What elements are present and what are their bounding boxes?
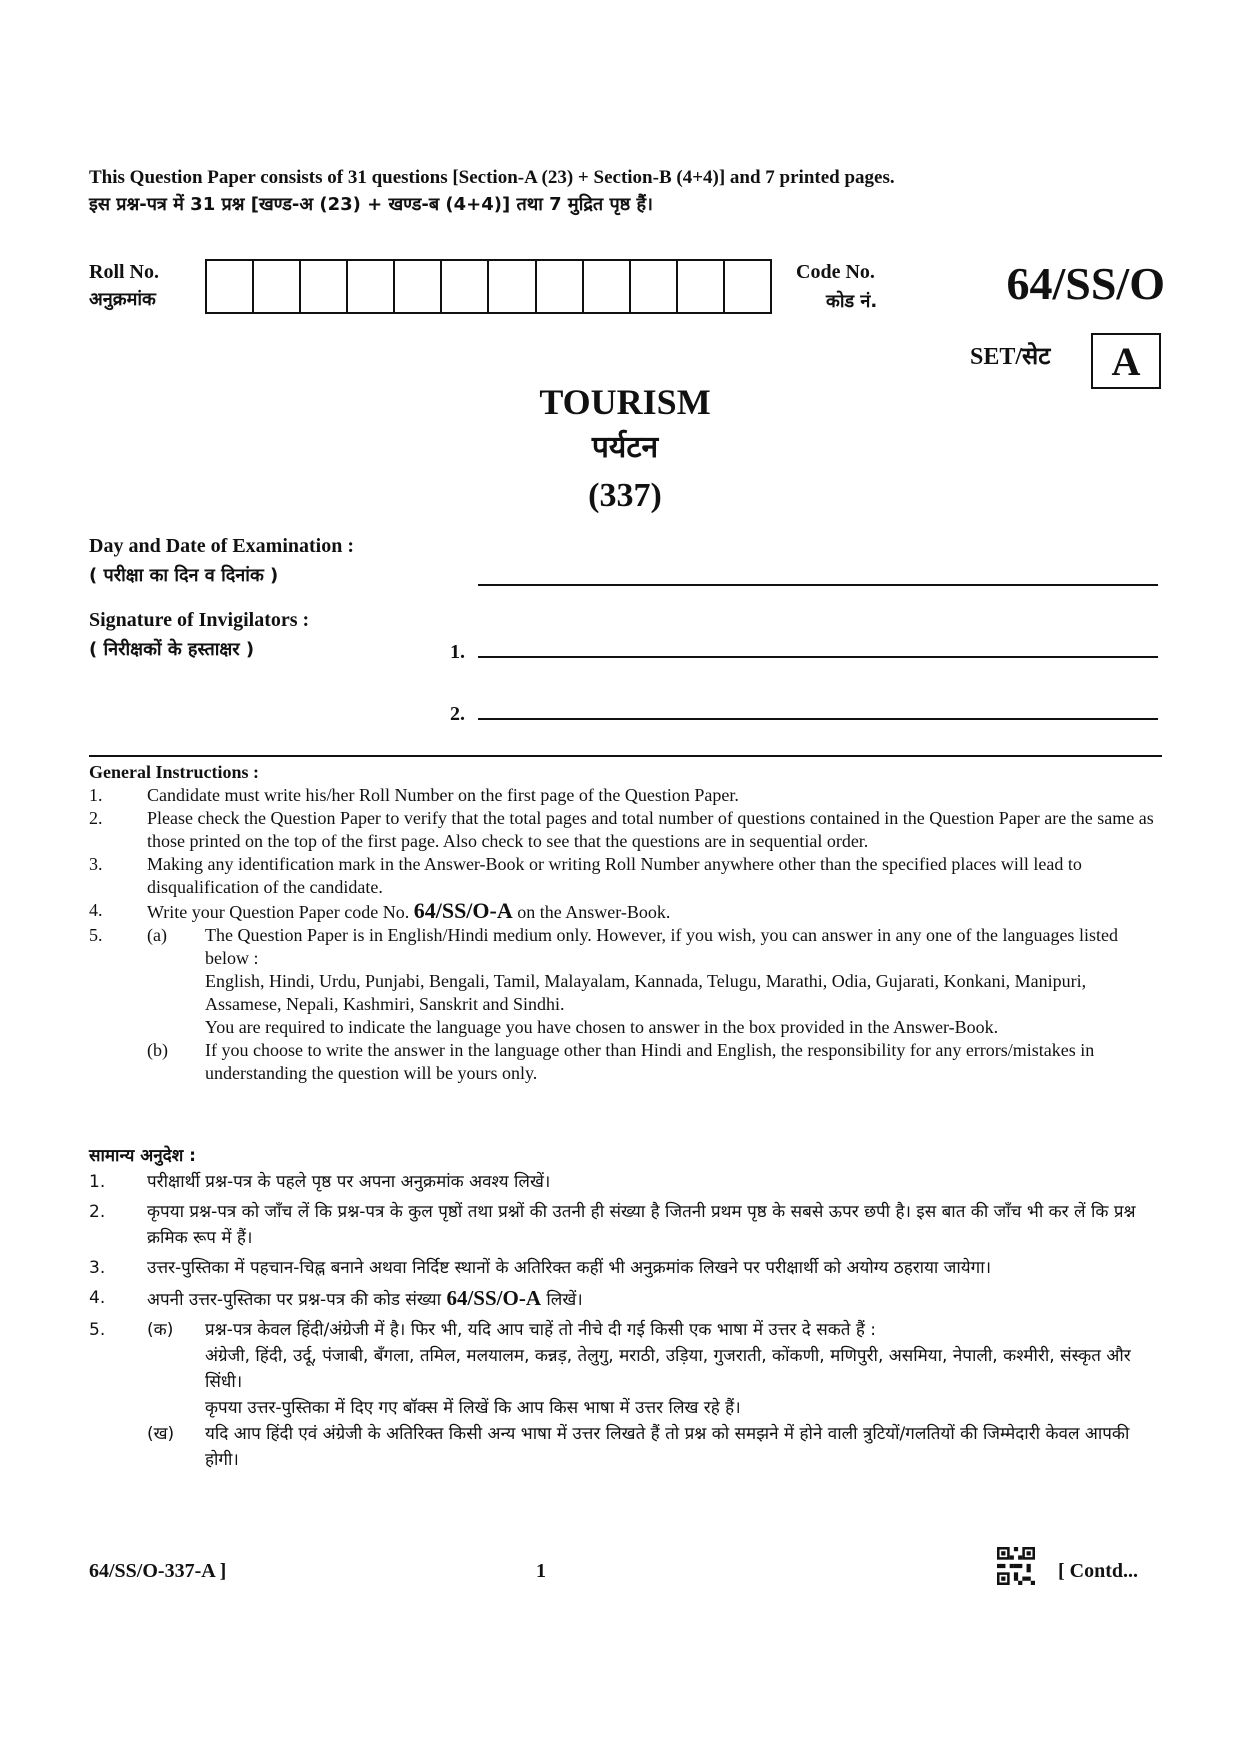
paper-summary-hi: इस प्रश्न-पत्र में 31 प्रश्न [खण्ड-अ (23) + खण्ड-ब (4+4)] तथा 7 मुद्रित पृष्ठ हैं। [89, 194, 653, 215]
invigilators-label-hi: ( निरीक्षकों के हस्ताक्षर ) [89, 639, 255, 660]
instruction-number: 5. [89, 1320, 106, 1340]
exam-date-label-hi: ( परीक्षा का दिन व दिनांक ) [89, 565, 279, 586]
instruction-item [89, 1199, 1162, 1251]
instruction-text [147, 1285, 1162, 1313]
instruction-item [89, 924, 1162, 1085]
sub-item-text: यदि आप हिंदी एवं अंग्रेजी के अतिरिक्त किसी अन्य भाषा में उत्तर लिखते हैं तो प्रश्न को समझने में होने वाली त्रुटियों/गलतियों की जिम्मेदारी केवल आपकी होगी। [205, 1424, 1130, 1470]
roll-box[interactable] [584, 261, 631, 312]
sub-item-text: The Question Paper is in English/Hindi medium only. However, if you wish, you can answer in any one of the languages listed below : [205, 925, 1118, 968]
roll-box[interactable] [725, 261, 770, 312]
paper-code: 64/SS/O-A [413, 898, 513, 923]
instruction-number: 4. [89, 1288, 106, 1308]
language-list: अंग्रेजी, हिंदी, उर्दू, पंजाबी, बँगला, तमिल, मलयालम, कन्नड़, तेलुगु, मराठी, उड़िया, गुजराती, कोंकणी, मणिपुरी, असमिया, नेपाली, कश्मीरी, संस्कृत और सिंधी। [205, 1346, 1131, 1392]
paper-code: 64/SS/O-A [446, 1286, 541, 1310]
qr-code-icon [997, 1547, 1035, 1585]
instruction-item [89, 807, 1162, 853]
instruction-text [147, 899, 1162, 924]
roll-label-hi: अनुक्रमांक [89, 289, 156, 310]
subject-title-en: TOURISM [539, 382, 711, 422]
sub-item-label: (ख) [147, 1424, 175, 1444]
instruction-text-after: लिखें। [541, 1290, 583, 1310]
instruction-text-after: on the Answer-Book. [512, 902, 671, 922]
subject-code: (337) [588, 477, 662, 514]
language-list: English, Hindi, Urdu, Punjabi, Bengali, Tamil, Malayalam, Kannada, Telugu, Marathi, Odia, Gujarati, Konkani, Manipuri, Assamese, Nepali, Kashmiri, Sanskrit and Sindhi. [205, 971, 1087, 1014]
instruction-number: 1. [89, 1172, 106, 1192]
instruction-text: कृपया प्रश्न-पत्र को जाँच लें कि प्रश्न-पत्र के कुल पृष्ठों तथा प्रश्नों की उतनी ही संख्या है जितनी प्रथम पृष्ठ के सबसे ऊपर छपी है। इस बात की जाँच भी कर लें कि प्रश्न क्रमिक रूप में हैं। [147, 1202, 1136, 1248]
page-number: 1 [536, 1560, 546, 1582]
code-number: 64/SS/O [1006, 258, 1165, 309]
instruction-text: Making any identification mark in the Answer-Book or writing Roll Number anywhere other than the specified places will lead to disqualification of the candidate. [147, 854, 1082, 897]
roll-number-boxes[interactable] [205, 259, 772, 314]
invigilators-label-en: Signature of Invigilators : [89, 609, 310, 631]
roll-box[interactable] [207, 261, 254, 312]
instruction-number: 2. [89, 1202, 106, 1222]
instruction-text: परीक्षार्थी प्रश्न-पत्र के पहले पृष्ठ पर अपना अनुक्रमांक अवश्य लिखें। [147, 1172, 551, 1192]
instruction-text-before: अपनी उत्तर-पुस्तिका पर प्रश्न-पत्र की कोड संख्या [147, 1290, 447, 1310]
roll-box[interactable] [395, 261, 442, 312]
instruction-text: उत्तर-पुस्तिका में पहचान-चिह्न बनाने अथवा निर्दिष्ट स्थानों के अतिरिक्त कहीं भी अनुक्रमांक लिखने पर परीक्षार्थी को अयोग्य ठहराया जायेगा। [147, 1258, 992, 1278]
general-instructions [89, 761, 1162, 1085]
roll-box[interactable] [678, 261, 725, 312]
instruction-number: 3. [89, 854, 103, 874]
code-label-en: Code No. [796, 261, 875, 283]
instruction-item [89, 899, 1162, 924]
sub-item-text: प्रश्न-पत्र केवल हिंदी/अंग्रेजी में है। फिर भी, यदि आप चाहें तो नीचे दी गई किसी एक भाषा में उत्तर दे सकते हैं : [205, 1320, 877, 1340]
invigilator-2-line[interactable] [478, 718, 1158, 720]
invigilator-1-line[interactable] [478, 656, 1158, 658]
separator-line [89, 755, 1162, 757]
instruction-item [89, 853, 1162, 899]
sub-item-label: (a) [147, 925, 167, 945]
continued-label: [ Contd... [1058, 1560, 1139, 1582]
roll-box[interactable] [537, 261, 584, 312]
set-box: A [1091, 333, 1161, 389]
instruction-text-before: Write your Question Paper code No. [147, 902, 414, 922]
roll-box[interactable] [631, 261, 678, 312]
sub-item-text: कृपया उत्तर-पुस्तिका में दिए गए बॉक्स में लिखें कि आप किस भाषा में उत्तर लिख रहे हैं। [205, 1398, 741, 1418]
instruction-item [89, 1169, 1162, 1195]
instruction-item [89, 1255, 1162, 1281]
code-label-hi: कोड नं. [826, 291, 878, 312]
sub-item-label: (b) [147, 1040, 168, 1060]
subject-title-hi: पर्यटन [591, 430, 659, 465]
instruction-item [89, 784, 1162, 807]
instruction-text: Please check the Question Paper to verify that the total pages and total number of questions contained in the Question Paper are the same as those printed on the top of the first page. Also check to see that the questions are in sequential order. [147, 808, 1154, 851]
footer-paper-code: 64/SS/O-337-A ] [89, 1560, 227, 1582]
invigilator-2-number: 2. [450, 703, 465, 725]
roll-box[interactable] [301, 261, 348, 312]
sub-item-text: You are required to indicate the language you have chosen to answer in the box provided in the Answer-Book. [205, 1017, 999, 1037]
instruction-text: Candidate must write his/her Roll Number on the first page of the Question Paper. [147, 785, 739, 805]
paper-summary-en: This Question Paper consists of 31 questions [Section-A (23) + Section-B (4+4)] and 7 printed pages. [89, 167, 895, 188]
instruction-number: 3. [89, 1258, 106, 1278]
roll-label-en: Roll No. [89, 261, 159, 283]
sub-item-text: If you choose to write the answer in the language other than Hindi and English, the responsibility for any errors/mistakes in understanding the question will be yours only. [205, 1040, 1095, 1083]
instruction-number: 4. [89, 900, 103, 920]
sub-item-label: (क) [147, 1320, 174, 1340]
exam-date-label-en: Day and Date of Examination : [89, 535, 355, 557]
hindi-instructions [89, 1143, 1162, 1477]
instruction-number: 1. [89, 785, 103, 805]
roll-box[interactable] [254, 261, 301, 312]
instruction-item [89, 1317, 1162, 1473]
exam-date-line[interactable] [478, 584, 1158, 586]
instruction-number: 2. [89, 808, 103, 828]
roll-box[interactable] [348, 261, 395, 312]
roll-box[interactable] [489, 261, 536, 312]
invigilator-1-number: 1. [450, 641, 465, 663]
set-label: SET/सेट [970, 344, 1051, 370]
roll-box[interactable] [442, 261, 489, 312]
hindi-instructions-heading: सामान्य अनुदेश : [89, 1146, 196, 1166]
general-instructions-heading: General Instructions : [89, 762, 259, 782]
instruction-item [89, 1285, 1162, 1313]
instruction-number: 5. [89, 925, 103, 945]
